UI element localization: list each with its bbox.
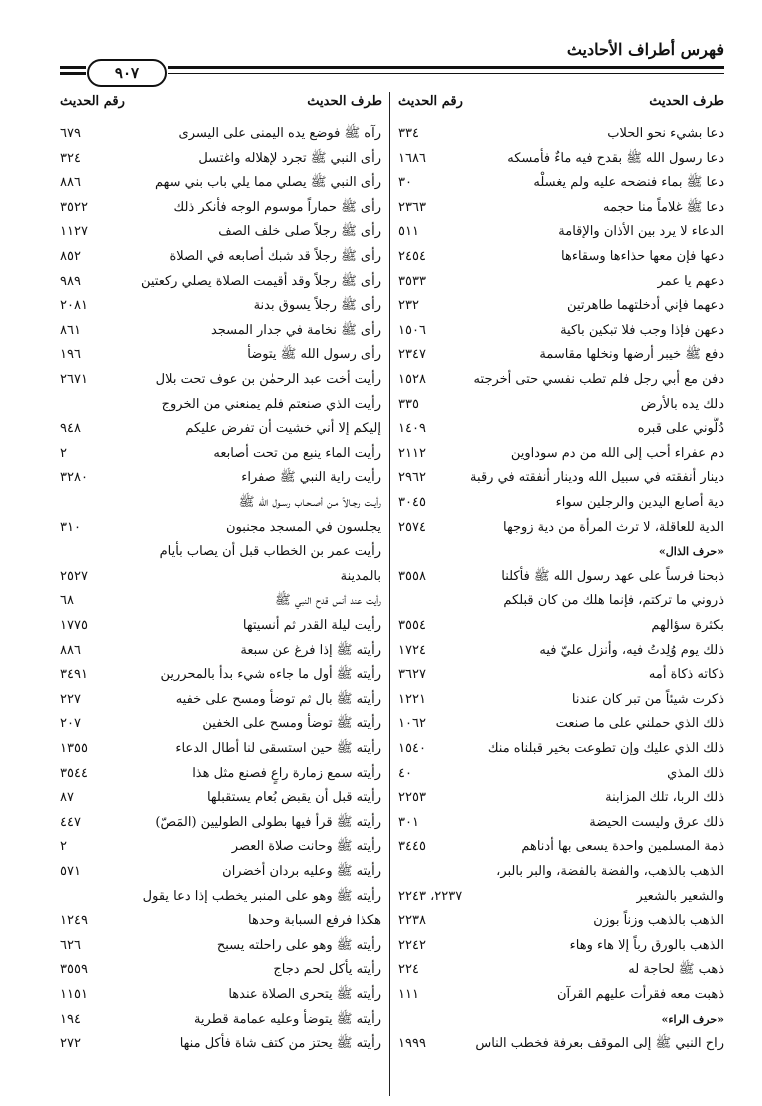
hadith-number: ١٩٩٩ — [398, 1036, 426, 1052]
hadith-text: رأى النبي ﷺ يصلي مما يلي باب بني سهم — [154, 175, 381, 191]
hadith-entry — [60, 1032, 381, 1056]
hadith-number: ٨٨٦ — [60, 175, 81, 191]
hadith-number: ٤٤٧ — [60, 814, 81, 830]
hadith-entry — [398, 786, 724, 810]
hadith-number: ٢٥٧٤ — [398, 519, 426, 535]
hadith-text: بالمدينة — [340, 568, 381, 584]
hadith-text: دعا ﷺ بماء فنضحه عليه ولم يغسلْه — [533, 175, 724, 191]
hadith-number: ٢٧٢ — [60, 1036, 81, 1052]
hadith-text: دينار أنفقته في سبيل الله ودينار أنفقته في رقبة — [470, 470, 724, 486]
hadith-entry — [398, 516, 724, 540]
left-col-num-header: رقم الحديث — [60, 94, 125, 109]
hadith-text: رأيـت رجـالاً مـن أصـحـاب رسـول الله ﷺ — [238, 495, 381, 510]
hadith-entry — [398, 762, 724, 786]
hadith-entry — [60, 442, 381, 466]
hadith-number: ١٥٠٦ — [398, 322, 426, 338]
hadith-number: ١٥٢٨ — [398, 372, 426, 387]
hadith-entry — [60, 1008, 381, 1032]
hadith-entry — [398, 466, 724, 490]
hadith-number: ٣٢٤ — [60, 150, 81, 166]
hadith-text: بكثرة سؤالهم — [651, 618, 724, 633]
hadith-entry — [60, 663, 381, 687]
hadith-text: رآه ﷺ فوضع يده اليمنى على اليسرى — [178, 126, 381, 141]
hadith-number: ٣٤٤٥ — [398, 839, 426, 855]
hadith-entry-line — [60, 885, 381, 909]
hadith-text: رأى رسول الله ﷺ يتوضأ — [247, 347, 381, 363]
hadith-number: ٦٨ — [60, 593, 74, 609]
hadith-entry — [60, 171, 381, 195]
hadith-text: ذروني ما تركتم، فإنما هلك من كان قبلكم — [503, 593, 724, 609]
hadith-entry — [398, 319, 724, 343]
hadith-text: الذهب بالذهب وزناً بوزن — [593, 913, 724, 929]
hadith-number: ٣٥٣٣ — [398, 273, 426, 289]
hadith-text: رأيته ﷺ قرأ فيها بطولى الطوليين (المَصّ) — [155, 814, 381, 830]
hadith-text: رأيت أخت عبد الرحمٰن بن عوف تحت بلال — [155, 372, 381, 387]
hadith-text: رأى النبي ﷺ تجرد لإهلاله واغتسل — [198, 150, 381, 166]
hadith-text: دُلُّوني على قبره — [637, 421, 724, 437]
hadith-entry — [398, 565, 724, 589]
hadith-text: رأيته ﷺ وحانت صلاة العصر — [231, 839, 381, 855]
hadith-text: دعا رسول الله ﷺ بقدح فيه ماءٌ فأمسكه — [507, 150, 724, 166]
hadith-number: ٢٢٤٢ — [398, 937, 426, 953]
hadith-text: راح النبي ﷺ إلى الموقف بعرفة فخطب الناس — [475, 1036, 724, 1052]
hadith-entry — [398, 639, 724, 663]
hadith-entry — [60, 688, 381, 712]
hadith-text: رأى ﷺ رجلاً قد شبك أصابعه في الصلاة — [169, 249, 381, 264]
hadith-number: ١٢٤٩ — [60, 913, 88, 929]
hadith-entry — [398, 147, 724, 171]
hadith-number: ٩٨٩ — [60, 273, 81, 289]
hadith-entry — [60, 417, 381, 441]
hadith-entry — [60, 860, 381, 884]
header-rule-thick — [168, 66, 724, 69]
hadith-text: رأيته ﷺ أول ما جاءه شيء بدأ بالمحررين — [160, 667, 381, 683]
hadith-entry — [60, 368, 381, 392]
hadith-number: ٢٣٢ — [398, 298, 419, 314]
header-rule-thick-left-2 — [60, 72, 86, 75]
hadith-text: إليكم إلا أني خشيت أن تفرض عليكم — [185, 421, 381, 437]
hadith-entry — [398, 835, 724, 859]
hadith-text: ذهبت معه فقرأت عليهم القرآن — [557, 987, 724, 1002]
section-heading-text: «حرف الراء» — [661, 1012, 724, 1026]
left-col-text-header: طرف الحديث — [307, 94, 382, 109]
hadith-entry-line — [60, 393, 381, 417]
hadith-number: ٢٣٦٣ — [398, 199, 426, 215]
hadith-number: ٢٢٧ — [60, 691, 81, 707]
header-rule-thick-left — [60, 66, 86, 69]
hadith-text: ذبحنا فرساً على عهد رسول الله ﷺ فأكلنا — [501, 568, 724, 584]
hadith-entry-line — [398, 589, 724, 613]
hadith-entry-line — [60, 540, 381, 564]
hadith-number: ٦٧٩ — [60, 126, 81, 141]
hadith-number: ٢٩٦٢ — [398, 470, 426, 486]
hadith-text: ذكرت شيئاً من تبر كان عندنا — [571, 691, 724, 707]
hadith-entry — [60, 835, 381, 859]
hadith-text: دفن مع أبي رجل فلم تطب نفسي حتى أخرجته — [473, 372, 724, 387]
hadith-entry — [398, 614, 724, 638]
hadith-entry — [60, 270, 381, 294]
hadith-entry — [60, 811, 381, 835]
hadith-number: ٨٥٢ — [60, 249, 81, 264]
hadith-entry — [60, 589, 381, 613]
hadith-text: رأيت عند أنس قدح النبي ﷺ — [275, 593, 381, 609]
hadith-number: ٣٥٢٢ — [60, 199, 88, 215]
hadith-entry — [60, 737, 381, 761]
hadith-number: ٢٦٧١ — [60, 372, 88, 387]
hadith-entry — [60, 319, 381, 343]
hadith-number: ١٦٨٦ — [398, 150, 426, 166]
hadith-number: ١٧٧٥ — [60, 618, 88, 633]
hadith-text: رأيته ﷺ حين استسقى لنا أطال الدعاء — [175, 741, 381, 756]
hadith-text: دعها فإن معها حذاءها وسقاءها — [561, 249, 724, 264]
hadith-entry — [398, 245, 724, 269]
hadith-text: رأيته ﷺ يتحرى الصلاة عندها — [228, 987, 381, 1002]
hadith-number: ٣٢٨٠ — [60, 470, 88, 486]
hadith-entry — [398, 909, 724, 933]
hadith-text: رأى ﷺ رجلاً وقد أقيمت الصلاة يصلي ركعتين — [140, 273, 381, 289]
hadith-number: ١١١ — [398, 987, 419, 1002]
hadith-number: ٢٢٥٣ — [398, 790, 426, 806]
header-rule-thin — [168, 73, 724, 74]
hadith-number: ٥١١ — [398, 224, 419, 240]
hadith-entry-line — [398, 860, 724, 884]
hadith-number: ٣٠٤٥ — [398, 495, 426, 510]
section-heading-text: «حرف الذال» — [658, 545, 724, 559]
right-col-num-header: رقم الحديث — [398, 94, 463, 109]
hadith-entry — [60, 245, 381, 269]
hadith-number: ٣٤٩١ — [60, 667, 88, 683]
hadith-entry — [60, 614, 381, 638]
hadith-text: دعا بشيء نحو الحلاب — [607, 126, 724, 141]
hadith-entry — [60, 565, 381, 589]
hadith-text: ذلك عرق وليست الحيضة — [589, 814, 724, 830]
hadith-number: ٣٥٥٩ — [60, 962, 88, 978]
hadith-number: ٣١٠ — [60, 519, 81, 535]
hadith-text: والشعير بالشعير — [636, 888, 724, 904]
hadith-number: ٣٠ — [398, 175, 412, 191]
hadith-text: رأى ﷺ نخامة في جدار المسجد — [210, 322, 381, 338]
hadith-entry — [398, 294, 724, 318]
hadith-entry — [60, 983, 381, 1007]
hadith-text: رأيته سمع زمارة راعٍ فصنع مثل هذا — [192, 765, 381, 781]
hadith-entry — [398, 270, 724, 294]
hadith-number: ٨٧ — [60, 790, 74, 806]
hadith-text: رأى ﷺ رجلاً يسوق بدنة — [253, 298, 381, 314]
section-heading — [398, 540, 724, 564]
hadith-number: ٩٤٨ — [60, 421, 81, 437]
hadith-number: ١٢٢١ — [398, 691, 426, 707]
hadith-number: ٣٦٢٧ — [398, 667, 426, 683]
hadith-number: ١٧٢٤ — [398, 642, 426, 658]
hadith-entry — [398, 196, 724, 220]
hadith-entry — [398, 737, 724, 761]
hadith-text: ذلك يوم وُلِدتُ فيه، وأنزل عليّ فيه — [539, 642, 724, 658]
hadith-text: رأى ﷺ حماراً موسوم الوجه فأنكر ذلك — [173, 199, 381, 215]
hadith-number: ٨٨٦ — [60, 642, 81, 658]
hadith-text: الذهب بالورق رباً إلا هاء وهاء — [569, 937, 724, 953]
hadith-text: دعهم يا عمر — [657, 273, 724, 289]
hadith-number: ١٣٥٥ — [60, 741, 88, 756]
hadith-entry — [398, 171, 724, 195]
hadith-entry — [60, 639, 381, 663]
hadith-text: رأى ﷺ رجلاً صلى خلف الصف — [218, 224, 381, 240]
hadith-number: ٤٠ — [398, 765, 412, 781]
hadith-text: رأيت راية النبي ﷺ صفراء — [241, 470, 381, 486]
hadith-entry — [60, 516, 381, 540]
right-col-text-header: طرف الحديث — [649, 94, 724, 109]
hadith-number: ١٥٤٠ — [398, 741, 426, 756]
hadith-entry — [60, 786, 381, 810]
hadith-text: رأيته ﷺ وهو على المنبر يخطب إذا دعا يقول — [142, 888, 381, 904]
page-number: ٩٠٧ — [87, 59, 167, 87]
hadith-number: ٣٥٤٤ — [60, 765, 88, 781]
hadith-entry — [398, 1032, 724, 1056]
hadith-text: يجلسون في المسجد مجنبون — [226, 519, 381, 535]
hadith-text: الدعاء لا يرد بين الأذان والإقامة — [558, 224, 724, 240]
hadith-text: رأيت الماء ينبع من تحت أصابعه — [213, 445, 381, 461]
hadith-entry — [60, 122, 381, 146]
hadith-text: رأيت ليلة القدر ثم أنسيتها — [242, 618, 381, 633]
hadith-entry — [398, 934, 724, 958]
hadith-text: دعهما فإني أدخلتهما طاهرتين — [567, 298, 724, 314]
hadith-number: ٢٠٧ — [60, 716, 81, 732]
section-heading — [398, 1008, 724, 1032]
hadith-text: رأيته ﷺ وهو على راحلته يسبح — [216, 937, 381, 953]
hadith-number: ٢٣٤٧ — [398, 347, 426, 363]
hadith-entry — [398, 491, 724, 515]
hadith-entry — [60, 466, 381, 490]
hadith-text: رأيته ﷺ يتوضأ وعليه عمامة قطرية — [193, 1011, 381, 1027]
hadith-text: دلك يده بالأرض — [640, 396, 724, 412]
hadith-entry — [398, 958, 724, 982]
hadith-text: دعهن فإذا وجب فلا تبكين باكية — [560, 322, 724, 338]
hadith-number: ٢ — [60, 839, 67, 855]
hadith-number: ٢٥٢٧ — [60, 568, 88, 584]
hadith-entry — [398, 712, 724, 736]
hadith-entry — [398, 811, 724, 835]
hadith-entry — [398, 122, 724, 146]
hadith-number: ٣٥٥٤ — [398, 618, 426, 633]
hadith-number: ٢ — [60, 445, 67, 461]
hadith-entry — [60, 294, 381, 318]
hadith-text: دية أصابع اليدين والرجلين سواء — [555, 495, 724, 510]
hadith-text: رأيت الذي صنعتم فلم يمنعني من الخروج — [161, 396, 381, 412]
hadith-entry — [398, 885, 724, 909]
hadith-number: ٢١١٢ — [398, 445, 426, 461]
hadith-number: ٢٠٨١ — [60, 298, 88, 314]
hadith-text: الدية للعاقلة، لا ترث المرأة من دية زوجها — [503, 519, 724, 535]
hadith-text: دفع ﷺ خيبر أرضها ونخلها مقاسمة — [539, 347, 724, 363]
hadith-text: ذلك الذي عليك وإن تطوعت بخير قبلناه منك — [487, 741, 724, 756]
hadith-number: ٢٢٣٧، ٢٢٤٣ — [398, 888, 463, 904]
hadith-text: رأيت عمر بن الخطاب قبل أن يصاب بأيام — [159, 544, 381, 560]
hadith-text: الذهب بالذهب، والفضة بالفضة، والبر بالبر، — [496, 864, 724, 879]
hadith-number: ٢٢٣٨ — [398, 913, 426, 929]
hadith-entry — [398, 663, 724, 687]
hadith-number: ٣٥٥٨ — [398, 568, 426, 584]
hadith-entry — [60, 147, 381, 171]
hadith-entry — [60, 958, 381, 982]
hadith-number: ٢٤٥٤ — [398, 249, 426, 264]
hadith-text: ذلك المذي — [667, 765, 724, 781]
running-header-title: فهرس أطراف الأحاديث — [566, 40, 724, 59]
hadith-text: ذهب ﷺ لحاجة له — [628, 962, 724, 978]
hadith-number: ٣٣٥ — [398, 396, 419, 412]
hadith-text: ذلك الربا، تلك المزابنة — [605, 790, 724, 806]
hadith-entry — [398, 368, 724, 392]
hadith-number: ٥٧١ — [60, 864, 81, 879]
hadith-text: رأيته يأكل لحم دجاج — [273, 962, 381, 978]
column-divider — [389, 92, 390, 1096]
hadith-entry — [60, 220, 381, 244]
hadith-number: ٨٦١ — [60, 322, 81, 338]
hadith-entry — [398, 220, 724, 244]
hadith-entry — [398, 417, 724, 441]
hadith-number: ١١٥١ — [60, 987, 88, 1002]
hadith-number: ١٩٦ — [60, 347, 81, 363]
hadith-entry — [60, 909, 381, 933]
hadith-text: رأيته ﷺ يحتز من كتف شاة فأكل منها — [179, 1036, 381, 1052]
hadith-text: دم عفراء أحب إلى الله من دم سوداوين — [510, 445, 724, 461]
hadith-text: ذمة المسلمين واحدة يسعى بها أدناهم — [521, 839, 724, 855]
hadith-entry — [60, 762, 381, 786]
hadith-entry — [398, 393, 724, 417]
hadith-number: ٢٢٤ — [398, 962, 419, 978]
hadith-number: ٣٣٤ — [398, 126, 419, 141]
hadith-entry — [398, 343, 724, 367]
hadith-text: دعا ﷺ غلاماً منا حجمه — [603, 199, 724, 215]
hadith-entry — [60, 712, 381, 736]
hadith-number: ٣٠١ — [398, 814, 419, 830]
hadith-text: رأيته ﷺ بال ثم توضأ ومسح على خفيه — [175, 691, 381, 707]
hadith-number: ١٩٤ — [60, 1011, 81, 1027]
hadith-text: رأيته ﷺ إذا فرغ عن سبعة — [240, 642, 381, 658]
hadith-number: ١٠٦٢ — [398, 716, 426, 732]
hadith-number: ١٤٠٩ — [398, 421, 426, 437]
hadith-number: ١١٢٧ — [60, 224, 88, 240]
hadith-text: ذكاته ذكاة أمه — [648, 667, 724, 683]
hadith-entry — [398, 983, 724, 1007]
hadith-number: ٦٢٦ — [60, 937, 81, 953]
hadith-text: رأيته ﷺ توضأ ومسح على الخفين — [202, 716, 381, 732]
hadith-entry — [60, 196, 381, 220]
hadith-entry — [60, 343, 381, 367]
hadith-entry — [398, 442, 724, 466]
hadith-text: هكذا فرفع السبابة وحدها — [248, 913, 381, 929]
hadith-entry-line — [60, 491, 381, 515]
hadith-text: رأيته قبل أن يقبض بُعام يستقبلها — [206, 790, 381, 806]
hadith-text: ذلك الذي حملني على ما صنعت — [555, 716, 724, 732]
hadith-entry — [398, 688, 724, 712]
hadith-entry — [60, 934, 381, 958]
hadith-text: رأيته ﷺ وعليه بردان أخضران — [222, 864, 381, 879]
